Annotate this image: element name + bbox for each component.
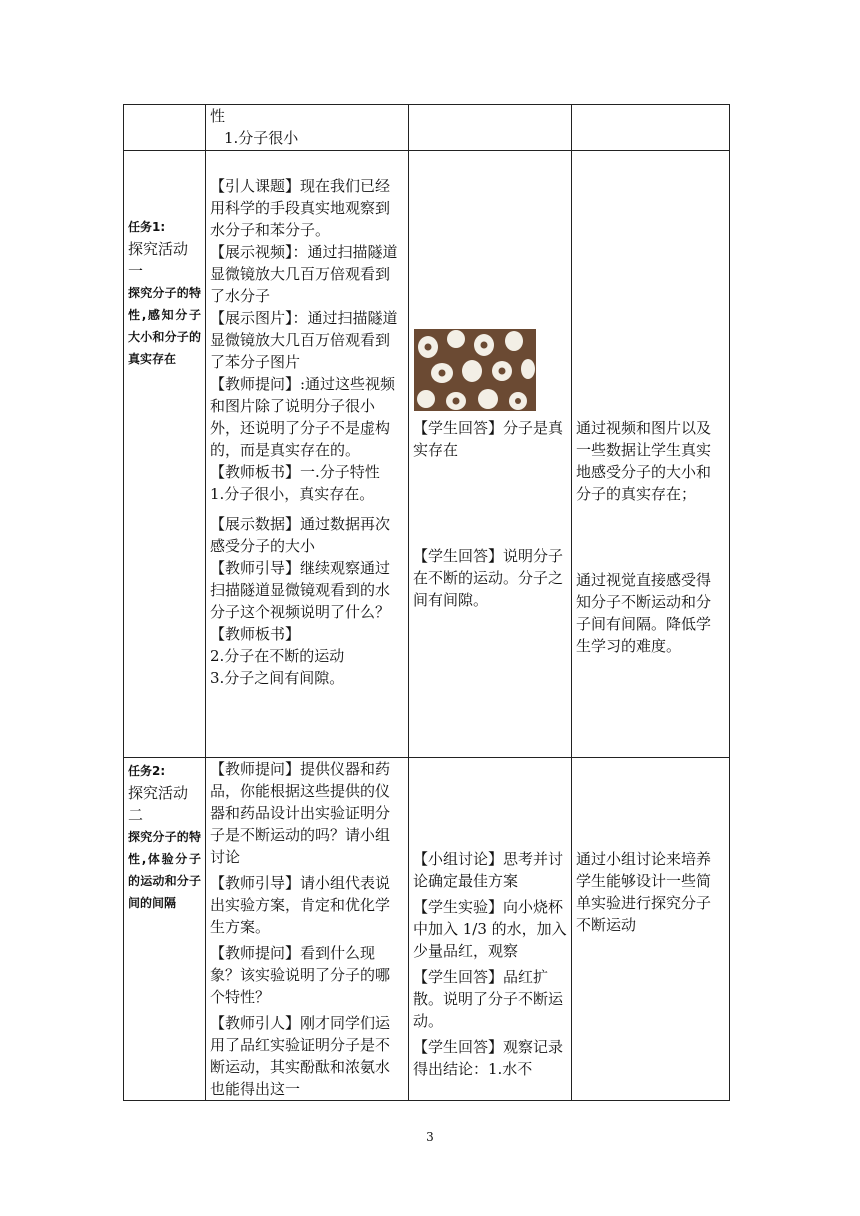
teacher-step: 【教师板书】一.分子特性 1.分子很小，真实存在。 (210, 463, 395, 503)
task-description: 探究分子的特性,体验分子的运动和分子间的间隔 (128, 830, 201, 910)
teacher-step: 【引人课题】现在我们已经用科学的手段真实地观察到水分子和苯分子。 (210, 177, 391, 239)
teacher-step: 2.分子在不断的运动 (210, 647, 345, 665)
continuation-text: 性 (210, 107, 226, 125)
teacher-step: 3.分子之间有间隙。 (210, 669, 345, 687)
design-intent-cell (572, 758, 730, 1101)
task-description: 探究分子的特性,感知分子大小和分子的真实存在 (128, 286, 201, 366)
teacher-step: 【教师引人】刚才同学们运用了品红实验证明分子是不断运动，其实酚酞和浓氨水也能得出这一 (210, 1014, 391, 1098)
teacher-step: 【展示数据】通过数据再次感受分子的大小 (210, 515, 391, 555)
table-row (124, 151, 730, 758)
task-cell (124, 105, 206, 151)
teacher-step: 【教师提问】:通过这些视频和图片除了说明分子很小外，还说明了分子不是虚构的，而是真实存在的。 (210, 375, 396, 459)
teacher-step: 【教师板书】 (210, 625, 301, 643)
task-activity: 探究活动二 (128, 784, 189, 824)
table-row (124, 105, 730, 151)
student-response: 【学生回答】观察记录得出结论：1.水不 (413, 1038, 564, 1078)
teacher-step: 【展示图片】：通过扫描隧道显微镜放大几百万倍观看到了苯分子图片 (210, 309, 398, 371)
page-number: 3 (426, 1130, 434, 1144)
task-title: 任务1: (128, 220, 166, 234)
student-response: 【学生实验】向小烧杯中加入 1/3 的水，加入少量品红，观察 (413, 898, 567, 960)
design-intent: 通过视觉直接感受得知分子不断运动和分子间有间隔。降低学生学习的难度。 (576, 571, 712, 655)
lesson-plan-table (123, 104, 730, 1101)
student-activity-cell (409, 105, 572, 151)
teacher-activity-cell (206, 151, 409, 758)
table-row (124, 758, 730, 1101)
teacher-step: 【教师提问】看到什么现象？该实验说明了分子的哪个特性？ (210, 944, 391, 1006)
student-response: 【学生回答】说明分子在不断的运动。分子之间有间隙。 (413, 547, 564, 609)
benzene-molecule-image (414, 329, 536, 411)
teacher-step: 【教师引导】请小组代表说出实验方案，肯定和优化学生方案。 (210, 874, 391, 936)
design-intent-cell (572, 105, 730, 151)
teacher-step: 【展示视频】：通过扫描隧道显微镜放大几百万倍观看到了水分子 (210, 243, 398, 305)
student-response: 【学生回答】品红扩散。说明了分子不断运动。 (413, 968, 564, 1030)
design-intent: 通过小组讨论来培养学生能够设计一些简单实验进行探究分子不断运动 (576, 850, 712, 934)
design-intent: 通过视频和图片以及一些数据让学生真实地感受分子的大小和分子的真实存在； (576, 419, 712, 503)
teacher-activity-cell (206, 105, 409, 151)
task-title: 任务2: (128, 764, 166, 778)
student-response: 【学生回答】分子是真实存在 (413, 419, 564, 459)
board-point-1: 1.分子很小 (224, 129, 299, 147)
design-intent-cell (572, 151, 730, 758)
task-cell (124, 758, 206, 1101)
teacher-step: 【教师提问】提供仪器和药品，你能根据这些提供的仪器和药品设计出实验证明分子是不断运动的吗？请小组讨论 (210, 760, 391, 866)
teacher-step: 【教师引导】继续观察通过扫描隧道显微镜观看到的水分子这个视频说明了什么？ (210, 559, 391, 621)
student-response: 【小组讨论】思考并讨论确定最佳方案 (413, 850, 564, 890)
teacher-activity-cell (206, 758, 409, 1101)
task-cell (124, 151, 206, 758)
task-activity: 探究活动一 (128, 240, 189, 280)
student-activity-cell (409, 758, 572, 1101)
student-activity-cell (409, 151, 572, 758)
